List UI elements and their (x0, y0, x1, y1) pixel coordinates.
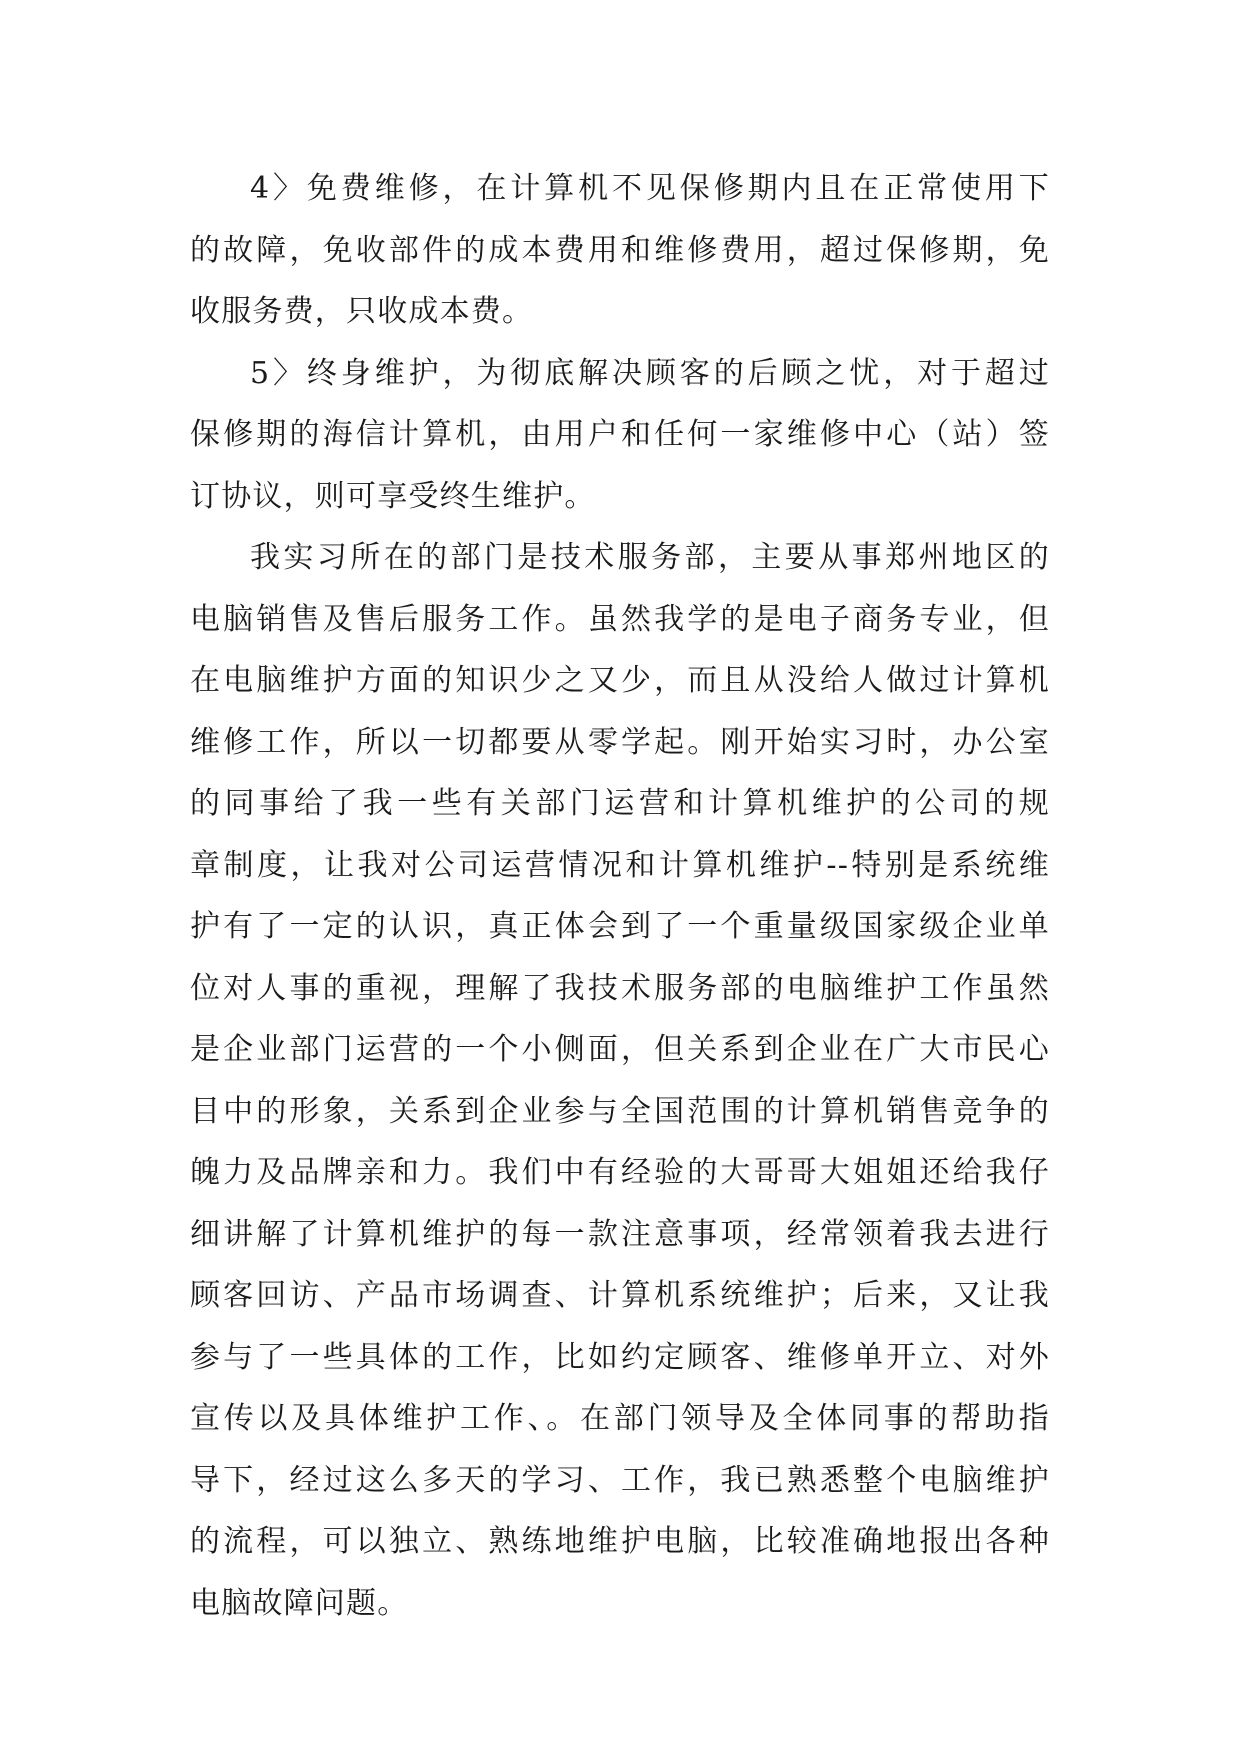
paragraph-lifetime-maintenance (190, 343, 1050, 528)
text-line: 维修工作，所以一切都要从零学起。刚开始实习时，办公室 (190, 724, 1050, 760)
paragraph-free-repair (190, 158, 1050, 343)
text-line: 我实习所在的部门是技术服务部，主要从事郑州地区的 (250, 540, 1050, 575)
text-line: 的故障，免收部件的成本费用和维修费用，超过保修期，免 (190, 232, 1050, 268)
text-line: 细讲解了计算机维护的每一款注意事项，经常领着我去进行 (190, 1216, 1050, 1252)
text-line: 是企业部门运营的一个小侧面，但关系到企业在广大市民心 (190, 1032, 1050, 1067)
text-line: 参与了一些具体的工作，比如约定顾客、维修单开立、对外 (190, 1339, 1050, 1375)
text-line: 顾客回访、产品市场调查、计算机系统维护；后来，又让我 (190, 1278, 1050, 1313)
document-body (190, 158, 1050, 1634)
text-line: 魄力及品牌亲和力。我们中有经验的大哥哥大姐姐还给我仔 (190, 1155, 1050, 1190)
paragraph-internship-department (190, 527, 1050, 1634)
text-line: 位对人事的重视，理解了我技术服务部的电脑维护工作虽然 (190, 970, 1050, 1006)
text-line: 在电脑维护方面的知识少之又少，而且从没给人做过计算机 (190, 663, 1050, 698)
text-line: 收服务费，只收成本费。 (190, 294, 534, 329)
text-line: 电脑故障问题。 (190, 1585, 409, 1621)
text-line: 保修期的海信计算机，由用户和任何一家维修中心（站）签 (190, 417, 1050, 452)
text-line: 宣传以及具体维护工作、。在部门领导及全体同事的帮助指 (190, 1401, 1050, 1436)
text-line: 5〉终身维护，为彻底解决顾客的后顾之忧，对于超过 (250, 355, 1050, 391)
text-line: 订协议，则可享受终生维护。 (190, 478, 596, 514)
text-line: 4〉免费维修，在计算机不见保修期内且在正常使用下 (250, 171, 1050, 206)
text-line: 导下，经过这么多天的学习、工作，我已熟悉整个电脑维护 (190, 1462, 1050, 1498)
text-line: 章制度，让我对公司运营情况和计算机维护--特别是系统维 (190, 847, 1050, 883)
text-line: 电脑销售及售后服务工作。虽然我学的是电子商务专业，但 (190, 601, 1050, 637)
text-line: 护有了一定的认识，真正体会到了一个重量级国家级企业单 (190, 909, 1050, 944)
text-line: 的流程，可以独立、熟练地维护电脑，比较准确地报出各种 (190, 1524, 1050, 1559)
text-line: 的同事给了我一些有关部门运营和计算机维护的公司的规 (190, 786, 1050, 821)
text-line: 目中的形象，关系到企业参与全国范围的计算机销售竞争的 (190, 1093, 1050, 1129)
